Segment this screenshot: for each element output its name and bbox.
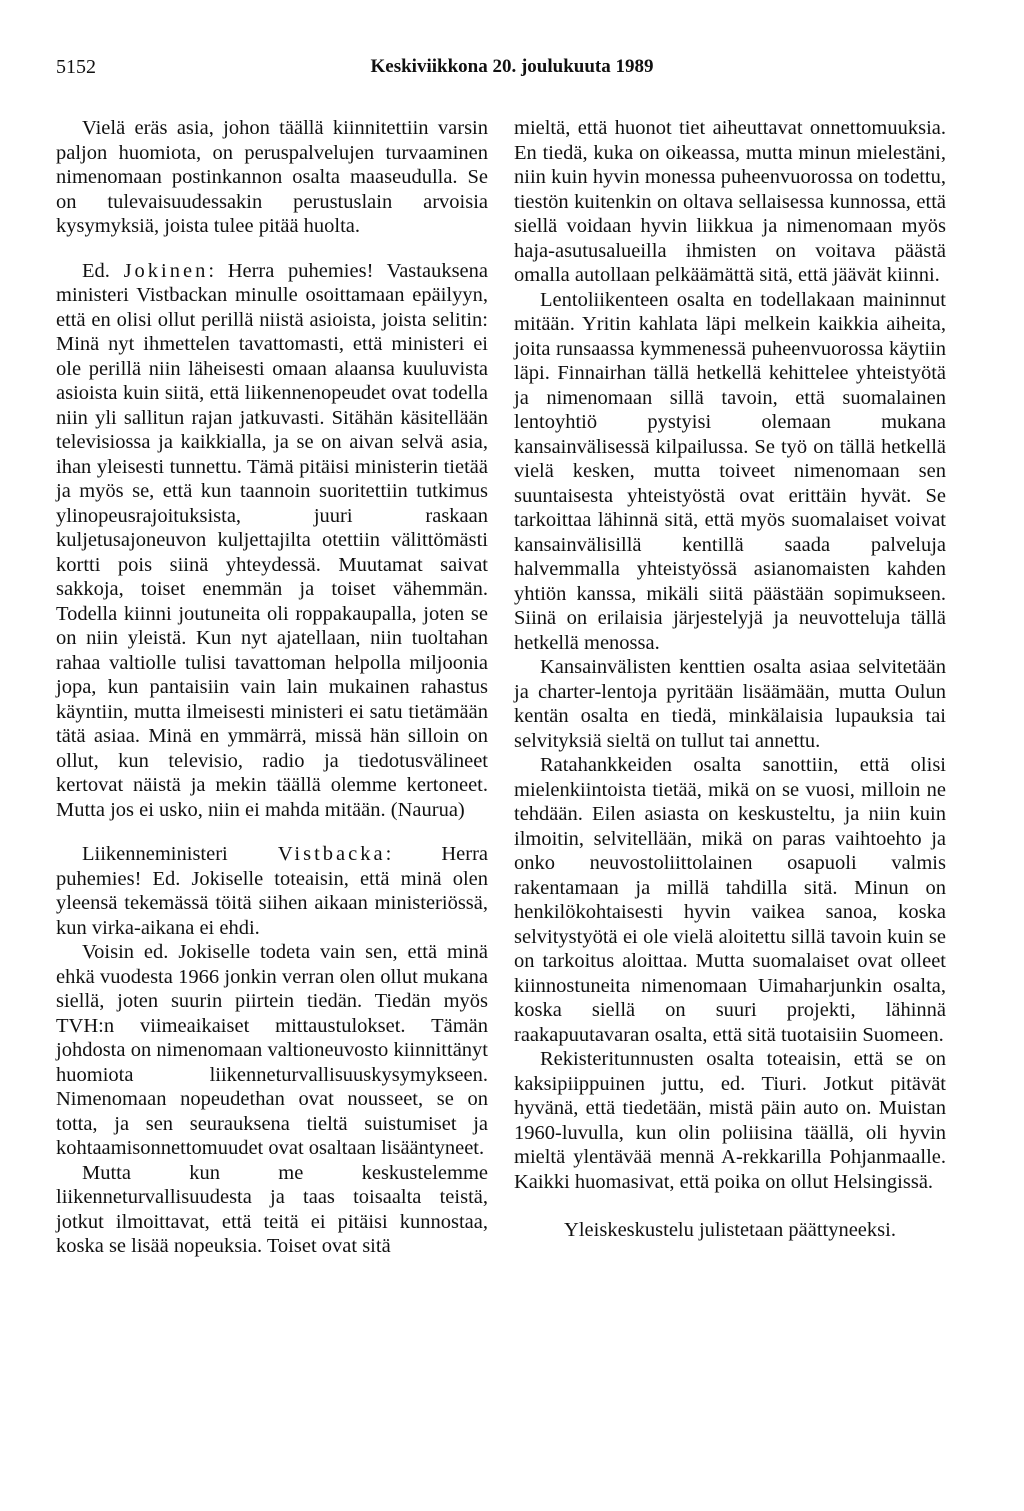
speech-jokinen xyxy=(56,259,488,823)
paragraph: Vielä eräs asia, johon täällä kiinnitettiin varsin paljon huomiota, on peruspalvelujen turvaaminen nimenomaan postinkannon osalta maaseudulla. Se on tulevaisuudessakin perustuslain arvoisia kysymyksiä, joista tulee pitää huolta. xyxy=(56,117,488,237)
page-number: 5152 xyxy=(56,56,96,78)
speech-vistbacka xyxy=(56,842,488,940)
running-head-date: Keskiviikkona 20. joulukuuta 1989 xyxy=(370,56,654,77)
speech-prefix: Ed. xyxy=(82,259,110,282)
speaker-title: Liikenneministeri xyxy=(82,843,228,865)
paragraph: Kansainvälisten kenttien osalta asiaa selvitetään ja charter-lentoja pyritään lisäämään, mutta Oulun kentän osalta en tiedä, minkälaisia lupauksia tai selvityksiä sieltä on tullut tai annettu. xyxy=(514,656,946,752)
right-column xyxy=(514,116,946,1243)
speech-text: : Herra puhemies! Ed. Jokiselle toteaisin, että minä olen yleensä tekemässä töitä siihen aikaan ministeriössä, kun virka-aikana ei ehdi. xyxy=(56,843,488,939)
paragraph: Mutta kun me keskustelemme liikenneturvallisuudesta ja taas toisaalta teistä, jotkut ilmoittavat, että teitä ei pitäisi kunnostaa, koska se lisää nopeuksia. Toiset ovat sitä xyxy=(56,1161,488,1257)
paragraph: Rekisteritunnusten osalta toteaisin, että se on kaksipiippuinen juttu, ed. Tiuri. Jotkut pitävät hyvänä, että tiedetään, mistä päin auto on. Muistan 1960-luvulla, kun olin poliisina täällä, oli hyvin mieltä ylentävää mennä A-rekkarilla Pohjanmaalle. Kaikki huomasivat, että poika on ollut Helsingissä. xyxy=(514,1048,946,1193)
closing-statement: Yleiskeskustelu julistetaan päättyneeksi. xyxy=(564,1219,896,1241)
speech-text: : Herra puhemies! Vastauksena ministeri Vistbackan minulle osoittamaan epäilyyn, että en olisi ollut perillä niistä asioista, joista selitin: Minä nyt ihmettelen tavattomasti, että ministeri ei ole perillä niin läheisesti omaan alaansa kuuluvista asioista kuin siitä, että liikennenopeudet ovat todella niin yli sallitun rajan jatkuvasti. Sitähän käsitellään televisiossa ja kaikkialla, ja se on aivan selvä asia, ihan yleisesti tunnettu. Tämä pitäisi ministerin tietää ja myös se, että kun taannoin suoritettiin tutkimus ylinopeusrajoituksista, juuri raskaan kuljetusajoneuvon kuljettajilta otettiin välittömästi kortti pois siinä yhteydessä. Muutamat saivat sakkoja, toiset enemmän ja toiset vähemmän. Todella kiinni joutuneita oli roppakaupalla, joten se on niin yleistä. Kun nyt ajatellaan, niin tuoltahan rahaa valtiolle tulisi tavattoman helpolla miljoonia jopa, kun pantaisiin vain lain mukainen rahastus käyntiin, mutta ilmeisesti ministeri ei satu tietämään tätä asiaa. Minä en ymmärrä, missä hän silloin on ollut, kun televisio, radio ja tiedotusvälineet kertovat näistä ja mekin täällä olemme kertoneet. Mutta jos ei usko, niin ei mahda mitään. (Naurua) xyxy=(56,259,489,821)
paragraph: Ratahankkeiden osalta sanottiin, että olisi mielenkiintoista tietää, mikä on se vuosi, milloin ne tehdään. Eilen asiasta on keskusteltu, ja niin kuin ilmoitin, selvitellään, mikä on paras vaihtoehto ja onko neuvostoliittolainen osapuoli valmis rakentamaan ja millä tahdilla sitä. Minun on henkilökohtaisesti hyvin vaikea sanoa, koska selvitystyötä ei ole vielä aloitettu sillä tavoin kuin se on tarkoitus aloittaa. Mutta suomalaiset ovat olleet kiinnostuneita nimenomaan Uimaharjunkin osalta, koska siellä on suuri projekti, lähinnä raakapuutavaran osalta, että sitä tuotaisiin Suomeen. xyxy=(514,754,946,1046)
speaker-name: Vistbacka xyxy=(277,843,386,865)
paragraph: Lentoliikenteen osalta en todellakaan maininnut mitään. Yritin kahlata läpi melkein kaikkia aiheita, joita runsaassa kymmenessä puheenvuorossa käytiin läpi. Finnairhan tällä hetkellä kehittelee yhteistyötä ja nimenomaan sillä tavoin, että suomalainen lentoyhtiö pystyisi olemaan mukana kansainvälisessä kilpailussa. Se työ on tällä hetkellä vielä kesken, mutta toiveet nimenomaan sen suuntaisesta yhteistyöstä ovat erittäin hyvät. Se tarkoittaa lähinnä sitä, että myös suomalaiset voivat kansainvälisillä kentillä saada palveluja halvemmalla yhteistyössä asianomaisten kahden yhtiön kanssa, mikäli siitä päästään sopimukseen. Siinä on erilaisia järjestelyjä ja neuvotteluja tällä hetkellä menossa. xyxy=(514,288,946,654)
paragraph: Voisin ed. Jokiselle todeta vain sen, että minä ehkä vuodesta 1966 jonkin verran olen ollut mukana siellä, joten suurin piirtein tiedän. Tiedän myös TVH:n viimeaikaiset mittaustulokset. Tämän johdosta on nimenomaan valtioneuvosto kiinnittänyt huomiota liikenneturvallisuuskysymykseen. Nimenomaan nopeudethan ovat nousseet, se on totta, ja sen seurauksena tieltä suistumiset ja kohtaamisonnettomuudet ovat osaltaan lisääntyneet. xyxy=(56,941,488,1159)
paragraph: mieltä, että huonot tiet aiheuttavat onnettomuuksia. En tiedä, kuka on oikeassa, mutta minun mielestäni, niin kuin hyvin monessa puheenvuorossa on todettu, tiestön kuitenkin on oltava sellaisessa kunnossa, että siellä voidaan hyvin liikkua ja nimenomaan myös haja-asutusalueilla ihmisten on voitava päästä omalla autollaan pelkäämättä sitä, että jäävät kiinni. xyxy=(514,117,946,286)
left-column xyxy=(56,116,488,1259)
page-header xyxy=(56,56,968,88)
speaker-name: Jokinen xyxy=(123,259,209,282)
